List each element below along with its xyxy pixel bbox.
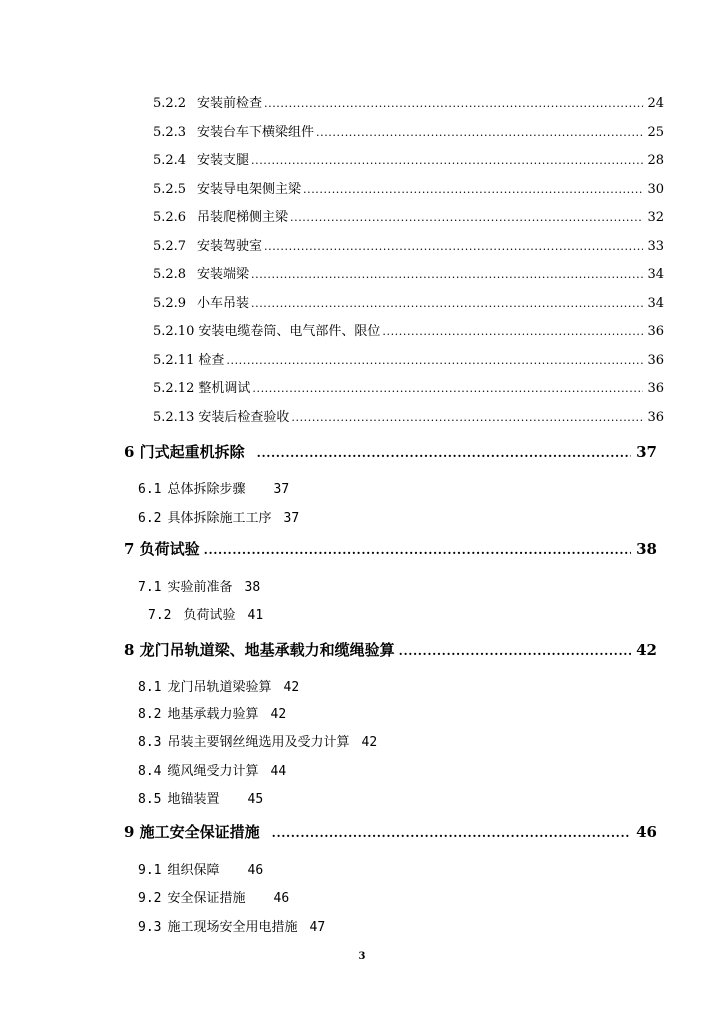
- toc-item[interactable]: [138, 887, 289, 906]
- dot-leader: [291, 411, 643, 424]
- dot-leader: [251, 154, 643, 167]
- toc-entry[interactable]: [153, 235, 664, 255]
- toc-entry-title: 安装驾驶室: [197, 239, 263, 254]
- toc-item-number: 9.1: [138, 863, 162, 878]
- toc-entry-title: 整机调试: [198, 381, 251, 396]
- toc-entry-title: 小车吊装: [197, 296, 250, 311]
- toc-item-page: 46: [273, 891, 290, 906]
- toc-entry-title: 安装电缆卷筒、电气部件、限位: [198, 324, 381, 339]
- toc-entry-page: 36: [647, 381, 664, 396]
- toc-item-title: 缆风绳受力计算: [167, 764, 259, 779]
- toc-entry-number: 5.2.7: [153, 239, 187, 254]
- toc-item[interactable]: [138, 507, 299, 526]
- toc-item-title: 安全保证措施: [167, 891, 246, 906]
- dot-leader: [303, 183, 643, 196]
- toc-entry[interactable]: [153, 406, 664, 426]
- toc-item-title: 施工现场安全用电措施: [167, 920, 298, 935]
- dot-leader: [257, 446, 631, 460]
- toc-item-page: 42: [361, 735, 378, 750]
- toc-item-title: 负荷试验: [183, 608, 236, 623]
- dot-leader: [264, 97, 643, 110]
- toc-item[interactable]: [148, 604, 263, 623]
- toc-chapter-title: 8 龙门吊轨道梁、地基承载力和缆绳验算: [124, 641, 395, 659]
- toc-entry[interactable]: [153, 349, 664, 369]
- toc-entry[interactable]: [153, 263, 664, 283]
- dot-leader: [264, 240, 643, 253]
- toc-item-page: 41: [247, 608, 264, 623]
- toc-entry-number: 5.2.6: [153, 210, 187, 225]
- toc-item-title: 实验前准备: [167, 580, 233, 595]
- toc-item-number: 9.2: [138, 891, 162, 906]
- toc-entry-number: 5.2.13: [153, 410, 195, 425]
- toc-entry-page: 34: [647, 296, 664, 311]
- toc-item-page: 42: [270, 707, 287, 722]
- toc-item[interactable]: [138, 788, 263, 807]
- toc-item[interactable]: [138, 916, 325, 935]
- toc-item-number: 8.1: [138, 680, 162, 695]
- toc-entry[interactable]: [153, 149, 664, 169]
- toc-entry-page: 28: [647, 153, 664, 168]
- toc-entry-title: 安装前检查: [197, 96, 263, 111]
- page-number: 3: [358, 951, 366, 962]
- toc-item-page: 37: [283, 511, 300, 526]
- toc-entry[interactable]: [153, 377, 664, 397]
- dot-leader: [290, 211, 643, 224]
- toc-entry-number: 5.2.10: [153, 324, 195, 339]
- toc-entry-number: 5.2.2: [153, 96, 187, 111]
- toc-chapter-7[interactable]: [124, 538, 657, 559]
- toc-item[interactable]: [138, 760, 286, 779]
- dot-leader: [316, 126, 643, 139]
- toc-entry-number: 5.2.3: [153, 125, 187, 140]
- toc-item-number: 7.1: [138, 580, 162, 595]
- toc-chapter-title: 7 负荷试验: [124, 540, 200, 558]
- toc-item-number: 9.3: [138, 920, 162, 935]
- toc-item-title: 吊装主要钢丝绳选用及受力计算: [167, 735, 350, 750]
- dot-leader: [204, 543, 631, 557]
- dot-leader: [272, 826, 631, 840]
- toc-item-page: 45: [247, 792, 264, 807]
- toc-chapter-page: 46: [636, 823, 657, 841]
- toc-item[interactable]: [138, 576, 260, 595]
- toc-item-page: 44: [270, 764, 287, 779]
- toc-chapter-page: 38: [636, 540, 657, 558]
- toc-chapter-page: 37: [636, 443, 657, 461]
- toc-entry-number: 5.2.4: [153, 153, 187, 168]
- toc-item[interactable]: [138, 703, 286, 722]
- toc-entry-page: 33: [647, 239, 664, 254]
- toc-item-title: 具体拆除施工工序: [167, 511, 272, 526]
- toc-chapter-page: 42: [636, 641, 657, 659]
- dot-leader: [252, 382, 643, 395]
- toc-entry-page: 34: [647, 267, 664, 282]
- toc-entry[interactable]: [153, 92, 664, 112]
- toc-item[interactable]: [138, 859, 263, 878]
- toc-item-title: 组织保障: [167, 863, 220, 878]
- toc-item-number: 6.1: [138, 482, 162, 497]
- toc-entry-title: 安装导电架侧主梁: [197, 182, 302, 197]
- toc-item-page: 42: [283, 680, 300, 695]
- toc-entry-title: 吊装爬梯侧主梁: [197, 210, 289, 225]
- toc-entry-page: 36: [647, 353, 664, 368]
- toc-entry[interactable]: [153, 320, 664, 340]
- toc-entry[interactable]: [153, 206, 664, 226]
- dot-leader: [382, 325, 643, 338]
- toc-item-page: 46: [247, 863, 264, 878]
- toc-entry-page: 36: [647, 410, 664, 425]
- toc-item-title: 总体拆除步骤: [167, 482, 246, 497]
- toc-entry-page: 25: [647, 125, 664, 140]
- toc-entry[interactable]: [153, 178, 664, 198]
- toc-item-title: 地基承载力验算: [167, 707, 259, 722]
- toc-entry-number: 5.2.12: [153, 381, 195, 396]
- toc-item-number: 7.2: [148, 608, 172, 623]
- toc-chapter-9[interactable]: [124, 821, 657, 842]
- toc-item-number: 8.4: [138, 764, 162, 779]
- toc-entry-page: 24: [647, 96, 664, 111]
- toc-entry-page: 36: [647, 324, 664, 339]
- toc-chapter-title: 6 门式起重机拆除: [124, 443, 245, 461]
- toc-entry-number: 5.2.9: [153, 296, 187, 311]
- toc-entry-page: 32: [647, 210, 664, 225]
- toc-item-number: 6.2: [138, 511, 162, 526]
- toc-entry-title: 安装后检查验收: [198, 410, 290, 425]
- toc-entry[interactable]: [153, 121, 664, 141]
- toc-chapter-6[interactable]: [124, 441, 657, 462]
- toc-item-title: 地锚装置: [167, 792, 220, 807]
- toc-item-number: 8.5: [138, 792, 162, 807]
- toc-item-title: 龙门吊轨道梁验算: [167, 680, 272, 695]
- toc-entry-page: 30: [647, 182, 664, 197]
- toc-item-page: 47: [309, 920, 326, 935]
- toc-entry-title: 检查: [198, 353, 225, 368]
- toc-item[interactable]: [138, 731, 377, 750]
- toc-item[interactable]: [138, 478, 289, 497]
- dot-leader: [251, 268, 643, 281]
- dot-leader: [251, 297, 643, 310]
- toc-chapter-title: 9 施工安全保证措施: [124, 823, 260, 841]
- toc-entry-title: 安装支腿: [197, 153, 250, 168]
- toc-item-page: 38: [244, 580, 261, 595]
- toc-item[interactable]: [138, 676, 299, 695]
- dot-leader: [226, 354, 643, 367]
- toc-item-number: 8.3: [138, 735, 162, 750]
- toc-entry[interactable]: [153, 292, 664, 312]
- toc-entry-title: 安装台车下横梁组件: [197, 125, 315, 140]
- toc-chapter-8[interactable]: [124, 639, 657, 660]
- toc-entry-title: 安装端梁: [197, 267, 250, 282]
- toc-entry-number: 5.2.5: [153, 182, 187, 197]
- dot-leader: [399, 644, 631, 658]
- toc-item-page: 37: [273, 482, 290, 497]
- toc-entry-number: 5.2.11: [153, 353, 195, 368]
- toc-item-number: 8.2: [138, 707, 162, 722]
- toc-entry-number: 5.2.8: [153, 267, 187, 282]
